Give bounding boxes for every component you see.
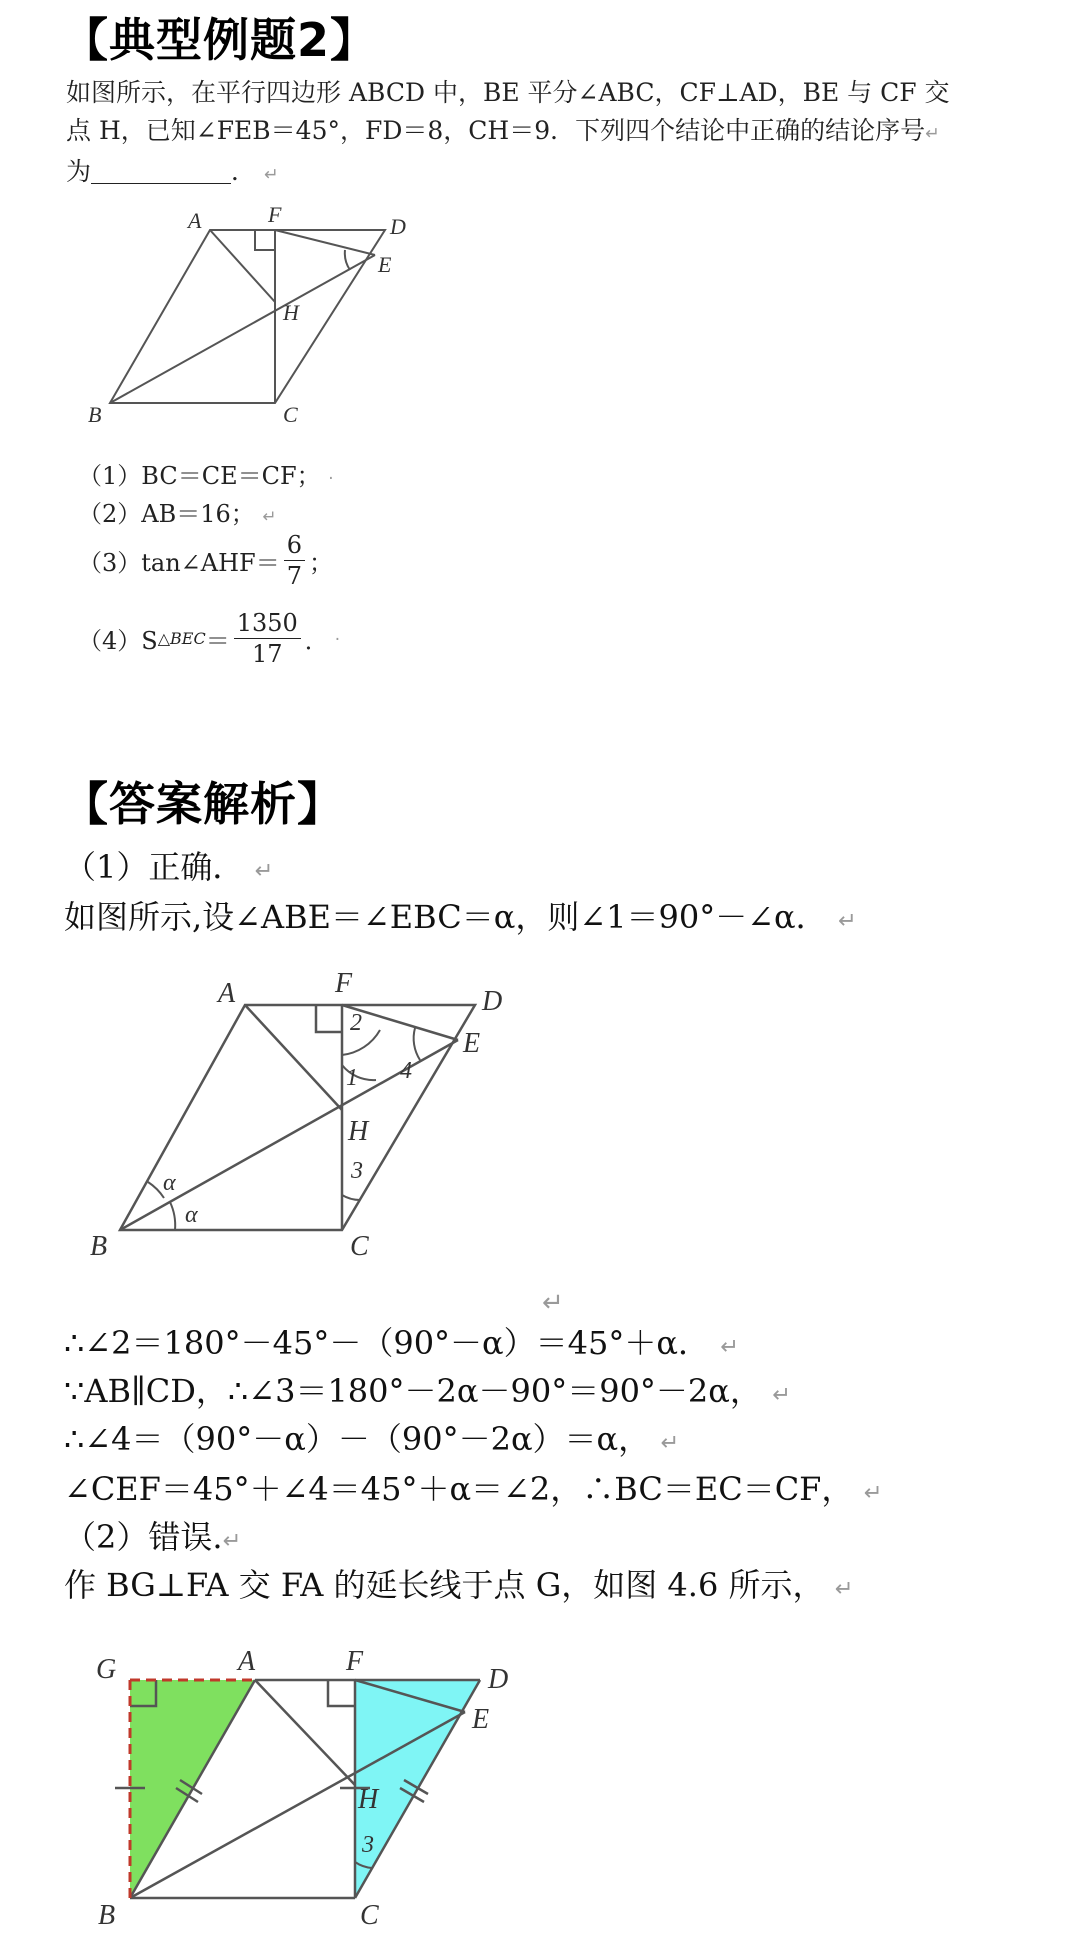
problem-text	[66, 74, 1046, 194]
figure-parallelogram-2	[80, 960, 540, 1270]
fig2-label-c: C	[350, 1231, 369, 1262]
fig2-label-angle-1: 1	[346, 1065, 358, 1091]
return-mark-floating: ↵	[542, 1288, 564, 1318]
fig2-right-angle	[316, 1005, 342, 1032]
fig2-label-angle-4: 4	[400, 1058, 412, 1084]
heading-answer: 【答案解析】	[62, 777, 344, 831]
problem-line-2: 点 H，已知∠FEB＝45°，FD＝8，CH＝9．下列四个结论中正确的结论序号↵	[66, 116, 940, 145]
fig1-fe	[275, 230, 375, 255]
fig2-lines	[120, 1005, 475, 1230]
solution-line-2: 如图所示,设∠ABE＝∠EBC＝α，则∠1＝90°－∠α． ↵	[64, 898, 857, 936]
option-1: （1）BC＝CE＝CF； ·	[78, 462, 334, 490]
fig2-label-d: D	[482, 986, 503, 1017]
solution-line-3: ∴∠2＝180°－45°－（90°－α）＝45°＋α． ↵	[64, 1324, 739, 1362]
fig1-label-b: B	[88, 402, 102, 427]
problem-line-3: 为 ． ↵	[66, 157, 279, 186]
fig1-label-a: A	[188, 208, 202, 233]
heading-example: 【典型例题2】	[62, 13, 378, 67]
fig2-label-a: A	[218, 978, 236, 1009]
fig3-label-g: G	[96, 1654, 117, 1685]
fig3-label-h: H	[358, 1784, 379, 1815]
fig3-label-b: B	[98, 1900, 116, 1931]
fig3-ah	[255, 1680, 355, 1785]
option-2: （2）AB＝16； ↵	[78, 500, 277, 528]
fig3-label-f: F	[346, 1646, 364, 1677]
fig2-label-alpha-1: α	[163, 1170, 176, 1196]
fig2-label-angle-3: 3	[351, 1158, 363, 1184]
fig2-label-alpha-2: α	[185, 1202, 198, 1228]
fig1-right-angle	[255, 230, 275, 250]
fig1-label-h: H	[283, 300, 299, 325]
fig1-label-d: D	[390, 214, 406, 239]
fig1-be	[110, 255, 375, 403]
fig3-label-d: D	[488, 1664, 509, 1695]
solution-line-4: ∵AB∥CD，∴∠3＝180°－2α－90°＝90°－2α， ↵	[64, 1372, 791, 1410]
fig1-parallelogram	[110, 230, 385, 403]
figure-parallelogram-1	[80, 200, 440, 430]
option-3: （3）tan∠AHF＝ $\frac{6}{7}$ ；	[78, 531, 333, 590]
solution-line-7: （2）错误.↵	[64, 1518, 242, 1556]
fig2-label-f: F	[335, 968, 353, 999]
fig2-arc-3	[342, 1195, 360, 1200]
fraction-6-7: $\frac{6}{7}$	[284, 530, 305, 591]
fig2-label-h: H	[348, 1116, 369, 1147]
option-4: （4）S △BEC ＝ $\frac{1350}{17}$ ． ·	[78, 609, 341, 668]
fig2-label-b: B	[90, 1231, 108, 1262]
answer-blank	[91, 159, 231, 184]
solution-line-6: ∠CEF＝45°＋∠4＝45°＋α＝∠2，∴BC＝EC＝CF， ↵	[64, 1470, 883, 1508]
fig1-angle-arc	[345, 250, 350, 270]
solution-line-1: （1）正确． ↵	[64, 848, 274, 886]
fig3-label-angle-3: 3	[362, 1832, 374, 1858]
fig2-label-angle-2: 2	[350, 1010, 362, 1036]
fig1-label-e: E	[378, 252, 392, 277]
fig2-ah	[245, 1005, 342, 1110]
solution-line-8: 作 BG⊥FA 交 FA 的延长线于点 G，如图 4.6 所示， ↵	[64, 1566, 854, 1604]
fig3-label-e: E	[472, 1704, 490, 1735]
fig2-arc-4	[414, 1028, 420, 1060]
fig1-label-f: F	[268, 202, 282, 227]
fig1-ah	[210, 230, 275, 302]
fig2-parallelogram	[120, 1005, 475, 1230]
fig1-lines	[110, 230, 385, 403]
fig1-label-c: C	[283, 402, 298, 427]
solution-line-5: ∴∠4＝（90°－α）－（90°－2α）＝α， ↵	[64, 1420, 680, 1458]
fig3-label-a: A	[238, 1646, 256, 1677]
fig2-label-e: E	[463, 1028, 481, 1059]
fig2-arc-alpha-high	[148, 1182, 164, 1198]
fig2-arc-alpha-low	[170, 1202, 175, 1230]
fig3-label-c: C	[360, 1900, 379, 1931]
fraction-1350-17: $\frac{1350}{17}$	[234, 608, 301, 669]
problem-line-1: 如图所示，在平行四边形 ABCD 中，BE 平分∠ABC，CF⊥AD，BE 与 CF 交	[66, 78, 950, 107]
fig3-right-angle-f	[328, 1680, 355, 1706]
figure-parallelogram-3	[90, 1630, 550, 1944]
